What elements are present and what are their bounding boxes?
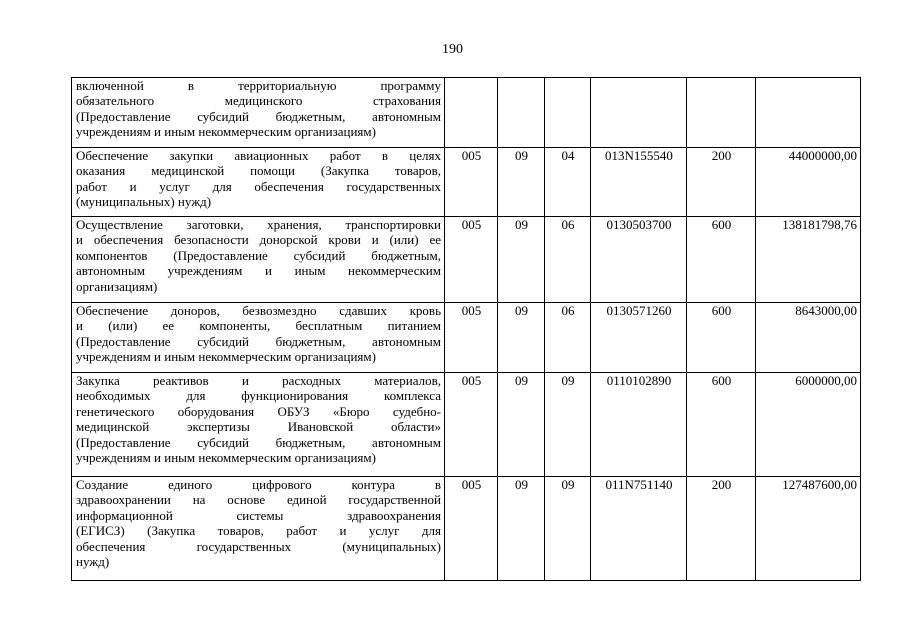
table-row — [72, 373, 861, 477]
description-line: (муниципальных) нужд) — [76, 194, 212, 210]
subsection-code-cell: 06 — [545, 303, 591, 373]
description-line: (Предоставление субсидий бюджетным, автономным — [76, 434, 441, 450]
section-code-cell: 09 — [498, 217, 545, 303]
target-article-cell: 0130503700 — [591, 217, 687, 303]
budget-table — [71, 77, 861, 581]
description-line: нужд) — [76, 554, 110, 570]
subsection-code-cell — [545, 78, 591, 148]
description-line: (Предоставление субсидий бюджетным, автономным — [76, 108, 441, 124]
description-line: учреждениям и иным некоммерческим организациям) — [76, 349, 376, 365]
amount-cell: 8643000,00 — [756, 303, 861, 373]
ved-code-cell: 005 — [445, 148, 498, 217]
amount-cell: 44000000,00 — [756, 148, 861, 217]
row-description — [72, 148, 445, 217]
row-description — [72, 477, 445, 581]
table-row — [72, 217, 861, 303]
description-line: (Предоставление субсидий бюджетным, автономным — [76, 333, 441, 349]
description-line: оказания медицинской помощи (Закупка товаров, — [76, 163, 441, 179]
section-code-cell: 09 — [498, 148, 545, 217]
subsection-code-cell: 06 — [545, 217, 591, 303]
expense-type-cell: 600 — [687, 217, 756, 303]
description-line: учреждениям и иным некоммерческим организациям) — [76, 450, 376, 466]
description-line: и обеспечения безопасности донорской крови и (или) ее — [76, 232, 441, 248]
expense-type-cell — [687, 78, 756, 148]
description-line: Осуществление заготовки, хранения, транспортировки — [76, 217, 441, 232]
description-line: обеспечения государственных (муниципальных) — [76, 538, 441, 554]
target-article-cell — [591, 78, 687, 148]
description-line: (ЕГИСЗ) (Закупка товаров, работ и услуг для — [76, 523, 441, 539]
description-line: Обеспечение закупки авиационных работ в целях — [76, 148, 441, 163]
ved-code-cell: 005 — [445, 303, 498, 373]
description-line: автономным учреждениям и иным некоммерческим — [76, 263, 441, 279]
expense-type-cell: 600 — [687, 373, 756, 477]
description-line: работ и услуг для обеспечения государственных — [76, 178, 441, 194]
description-line: информационной системы здравоохранения — [76, 507, 441, 523]
budget-table-body — [72, 78, 861, 581]
subsection-code-cell: 09 — [545, 477, 591, 581]
target-article-cell: 0110102890 — [591, 373, 687, 477]
target-article-cell: 013N155540 — [591, 148, 687, 217]
description-line: Закупка реактивов и расходных материалов, — [76, 373, 441, 388]
expense-type-cell: 600 — [687, 303, 756, 373]
amount-cell: 6000000,00 — [756, 373, 861, 477]
section-code-cell: 09 — [498, 373, 545, 477]
row-description — [72, 217, 445, 303]
description-line: медицинской экспертизы Ивановской области» — [76, 419, 441, 435]
page-number: 190 — [442, 42, 463, 57]
amount-cell: 138181798,76 — [756, 217, 861, 303]
row-description — [72, 78, 445, 148]
section-code-cell: 09 — [498, 303, 545, 373]
description-line: компонентов (Предоставление субсидий бюджетным, — [76, 247, 441, 263]
description-line: включенной в территориальную программу — [76, 78, 441, 93]
table-row — [72, 148, 861, 217]
target-article-cell: 0130571260 — [591, 303, 687, 373]
table-row — [72, 78, 861, 148]
ved-code-cell: 005 — [445, 477, 498, 581]
section-code-cell: 09 — [498, 477, 545, 581]
description-line: обязательного медицинского страхования — [76, 93, 441, 109]
amount-cell — [756, 78, 861, 148]
description-line: Обеспечение доноров, безвозмездно сдавших кровь — [76, 303, 441, 318]
table-row — [72, 303, 861, 373]
expense-type-cell: 200 — [687, 148, 756, 217]
subsection-code-cell: 09 — [545, 373, 591, 477]
section-code-cell — [498, 78, 545, 148]
description-line: генетического оборудования ОБУЗ «Бюро судебно- — [76, 403, 441, 419]
description-line: Создание единого цифрового контура в — [76, 477, 441, 492]
table-row — [72, 477, 861, 581]
row-description — [72, 303, 445, 373]
ved-code-cell — [445, 78, 498, 148]
amount-cell: 127487600,00 — [756, 477, 861, 581]
subsection-code-cell: 04 — [545, 148, 591, 217]
description-line: необходимых для функционирования комплекса — [76, 388, 441, 404]
description-line: учреждениям и иным некоммерческим организациям) — [76, 124, 376, 140]
description-line: организациям) — [76, 278, 158, 294]
description-line: и (или) ее компоненты, бесплатным питанием — [76, 318, 441, 334]
ved-code-cell: 005 — [445, 217, 498, 303]
ved-code-cell: 005 — [445, 373, 498, 477]
row-description — [72, 373, 445, 477]
expense-type-cell: 200 — [687, 477, 756, 581]
target-article-cell: 011N751140 — [591, 477, 687, 581]
description-line: здравоохранении на основе единой государственной — [76, 492, 441, 508]
